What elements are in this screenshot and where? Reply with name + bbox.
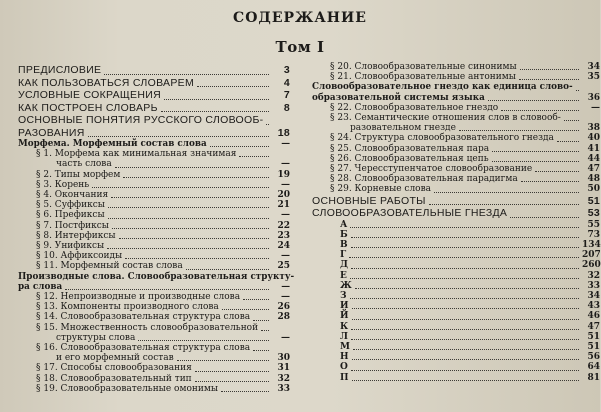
letter-label: Л bbox=[340, 331, 348, 342]
dot-leader bbox=[112, 227, 269, 229]
toc-entry bbox=[312, 207, 600, 220]
dot-leader bbox=[253, 349, 269, 351]
dot-leader bbox=[221, 390, 269, 392]
toc-entry bbox=[18, 114, 290, 127]
letter-label: О bbox=[340, 362, 348, 373]
dot-leader bbox=[350, 297, 580, 299]
toc-entry bbox=[312, 123, 600, 133]
dot-leader bbox=[243, 298, 269, 300]
page-number: 33 bbox=[587, 280, 600, 291]
toc-entry bbox=[312, 72, 600, 82]
dot-leader bbox=[355, 287, 579, 289]
dot-leader bbox=[351, 246, 579, 248]
toc-entry bbox=[18, 159, 290, 169]
dot-leader bbox=[535, 170, 579, 172]
toc-entry bbox=[18, 312, 290, 322]
letter-entry bbox=[312, 311, 600, 321]
toc-entry-title: § 25. Словообразовательная пара bbox=[330, 143, 490, 154]
toc-entry bbox=[18, 261, 290, 271]
toc-entry bbox=[312, 184, 600, 194]
page-number: 43 bbox=[587, 301, 600, 312]
volume-heading: Том I bbox=[275, 38, 325, 56]
letter-label: Н bbox=[340, 352, 349, 363]
toc-entry-title: ПРЕДИСЛОВИЕ bbox=[18, 64, 102, 76]
dot-leader bbox=[459, 129, 579, 131]
page-number: 35 bbox=[587, 72, 600, 83]
toc-entry bbox=[18, 282, 290, 292]
page-number: 55 bbox=[587, 219, 600, 230]
page-number: — bbox=[281, 159, 290, 170]
toc-entry-title: § 11. Морфемный состав слова bbox=[36, 261, 183, 272]
toc-entry bbox=[312, 164, 600, 174]
page-number: 33 bbox=[277, 383, 290, 394]
page-number: 40 bbox=[587, 133, 600, 144]
toc-entry-title: § 29. Корневые слова bbox=[330, 184, 432, 195]
page-number: 47 bbox=[587, 164, 600, 175]
toc-entry-title: § 21. Словообразовательные антонимы bbox=[330, 72, 516, 83]
toc-entry-title: § 2. Типы морфем bbox=[36, 169, 121, 180]
page-number: 73 bbox=[587, 229, 600, 240]
dot-leader bbox=[350, 226, 579, 228]
dot-leader bbox=[108, 206, 269, 208]
page-number: 32 bbox=[587, 270, 600, 281]
toc-entry-title: § 19. Словообразовательные омонимы bbox=[36, 383, 219, 394]
dot-leader bbox=[186, 268, 269, 270]
dot-leader bbox=[92, 186, 269, 188]
page-number: 19 bbox=[277, 169, 290, 180]
dot-leader bbox=[253, 319, 269, 321]
dot-leader bbox=[352, 358, 579, 360]
letter-entry bbox=[312, 230, 600, 240]
toc-entry-title: § 23. Семантические отношения слов в словооб- bbox=[330, 113, 561, 124]
toc-entry-title: § 28. Словообразовательная парадигма bbox=[330, 174, 518, 185]
page-number: 4 bbox=[283, 76, 290, 89]
page-number: 51 bbox=[587, 342, 600, 353]
dot-leader bbox=[239, 155, 269, 157]
dot-leader bbox=[492, 160, 579, 162]
page-number: 18 bbox=[277, 126, 290, 139]
toc-entry bbox=[18, 251, 290, 261]
letter-entry bbox=[312, 362, 600, 372]
letter-label: Е bbox=[340, 270, 347, 281]
dot-leader bbox=[349, 256, 579, 258]
toc-entry-title: СЛОВООБРАЗОВАТЕЛЬНЫЕ ГНЕЗДА bbox=[312, 207, 508, 220]
letter-label: М bbox=[340, 342, 350, 353]
page-number: 207 bbox=[582, 250, 601, 261]
page-number: 23 bbox=[277, 230, 290, 241]
toc-entry bbox=[312, 133, 600, 143]
letter-label: Б bbox=[340, 229, 348, 240]
letter-label: К bbox=[340, 321, 349, 332]
dot-leader bbox=[351, 328, 579, 330]
toc-entry-title: КАК ПОСТРОЕН СЛОВАРЬ bbox=[18, 101, 158, 114]
page-number: — bbox=[281, 292, 290, 303]
dot-leader bbox=[520, 68, 579, 70]
page-number: 20 bbox=[277, 190, 290, 201]
dot-leader bbox=[261, 329, 269, 331]
letter-label: Д bbox=[340, 260, 349, 271]
toc-entry-title: § 20. Словообразовательные синонимы bbox=[330, 62, 517, 72]
toc-right-entries bbox=[312, 62, 600, 220]
letter-label: Ж bbox=[340, 280, 352, 291]
page-number: 28 bbox=[277, 312, 290, 323]
toc-entry bbox=[312, 62, 600, 72]
toc-entry bbox=[18, 374, 290, 384]
toc-entry-title: § 4. Окончания bbox=[36, 190, 109, 201]
page-number: 32 bbox=[277, 373, 290, 384]
toc-entry bbox=[18, 231, 290, 241]
dot-leader bbox=[434, 191, 579, 193]
letter-entry bbox=[312, 332, 600, 342]
dot-leader bbox=[88, 135, 269, 137]
page-number: 30 bbox=[277, 353, 290, 364]
letter-entry bbox=[312, 322, 600, 332]
toc-entry bbox=[18, 139, 290, 149]
dot-leader bbox=[488, 99, 579, 101]
dot-leader bbox=[564, 119, 579, 121]
dot-leader bbox=[519, 78, 579, 80]
dot-leader bbox=[222, 308, 269, 310]
page-number: 51 bbox=[587, 331, 600, 342]
dot-leader bbox=[352, 379, 580, 381]
dot-leader bbox=[492, 150, 579, 152]
letter-label: И bbox=[340, 301, 349, 312]
letter-entry bbox=[312, 220, 600, 230]
toc-entry bbox=[18, 210, 290, 220]
page-number: — bbox=[591, 102, 600, 113]
dot-leader bbox=[104, 73, 269, 75]
dot-leader bbox=[353, 348, 579, 350]
page-number: 8 bbox=[283, 101, 290, 114]
toc-entry-title: § 13. Компоненты производного слова bbox=[36, 302, 219, 313]
page-number: — bbox=[281, 251, 290, 262]
letter-label: П bbox=[340, 372, 349, 383]
dot-leader bbox=[429, 203, 579, 205]
page-number: 50 bbox=[587, 184, 600, 195]
dot-leader bbox=[557, 140, 579, 142]
page-number: 44 bbox=[587, 153, 600, 164]
dot-leader bbox=[351, 236, 579, 238]
dot-leader bbox=[161, 110, 269, 112]
toc-entry-title: § 3. Корень bbox=[36, 179, 90, 190]
toc-entry bbox=[18, 343, 290, 353]
toc-entry bbox=[18, 200, 290, 210]
page-number: 3 bbox=[283, 64, 290, 76]
dot-leader bbox=[510, 216, 579, 218]
page-number: 34 bbox=[587, 62, 600, 72]
toc-entry-title: РАЗОВАНИЯ bbox=[18, 126, 85, 139]
letter-entry bbox=[312, 250, 600, 260]
dot-leader bbox=[115, 166, 269, 168]
letter-label: З bbox=[340, 291, 347, 302]
toc-entry-title: разовательном гнезде bbox=[350, 123, 456, 134]
page-number: — bbox=[281, 139, 290, 149]
toc-entry bbox=[312, 93, 600, 103]
toc-entry-title: § 24. Структура словообразовательного гнезда bbox=[330, 133, 554, 144]
dot-leader bbox=[177, 359, 269, 361]
toc-entry-title: § 10. Аффиксоиды bbox=[36, 251, 123, 262]
toc-entry-title: Словообразовательное гнездо как единица слово- bbox=[312, 82, 573, 93]
toc-title: СОДЕРЖАНИЕ bbox=[233, 10, 367, 26]
letter-label: А bbox=[340, 219, 348, 230]
dot-leader bbox=[108, 217, 269, 219]
toc-entry-title: § 16. Словообразовательная структура слова bbox=[36, 343, 251, 354]
dot-leader bbox=[125, 257, 269, 259]
dot-leader bbox=[65, 288, 269, 290]
toc-entry-title: § 14. Словообразовательная структура слова bbox=[36, 312, 251, 323]
toc-entry bbox=[18, 384, 290, 394]
toc-entry bbox=[18, 180, 290, 190]
letter-entry bbox=[312, 301, 600, 311]
toc-entry-title: образовательной системы языка bbox=[312, 92, 485, 103]
page-number: — bbox=[281, 281, 290, 292]
page-number: 26 bbox=[277, 302, 290, 313]
letter-label: Й bbox=[340, 311, 349, 322]
toc-entry bbox=[18, 221, 290, 231]
dot-leader bbox=[123, 176, 269, 178]
toc-left-column bbox=[18, 64, 295, 394]
page-number: 36 bbox=[587, 92, 600, 103]
page-number: 46 bbox=[587, 311, 600, 322]
page-number: 21 bbox=[277, 200, 290, 211]
toc-entry bbox=[18, 190, 290, 200]
page-number: 260 bbox=[582, 260, 601, 271]
dot-leader bbox=[576, 89, 579, 91]
toc-entry bbox=[18, 149, 290, 159]
page-number: 41 bbox=[587, 143, 600, 154]
dot-leader bbox=[111, 196, 269, 198]
toc-entry-title: структуры слова bbox=[56, 332, 136, 343]
toc-entry-title: часть слова bbox=[56, 159, 112, 170]
toc-entry bbox=[18, 271, 295, 282]
toc-entry bbox=[18, 170, 290, 180]
page-number: 51 bbox=[587, 194, 600, 207]
toc-entry-title: Морфема. Морфемный состав слова bbox=[18, 139, 207, 149]
toc-entry bbox=[312, 195, 600, 208]
toc-entry-title: ОСНОВНЫЕ РАБОТЫ bbox=[312, 194, 426, 207]
toc-entry-title: § 18. Словообразовательный тип bbox=[36, 373, 192, 384]
page-number: 81 bbox=[587, 372, 600, 383]
dot-leader bbox=[352, 307, 579, 309]
dot-leader bbox=[350, 277, 579, 279]
page-number: 25 bbox=[277, 261, 290, 272]
dot-leader bbox=[501, 109, 579, 111]
toc-entry-title: КАК ПОЛЬЗОВАТЬСЯ СЛОВАРЕМ bbox=[18, 76, 195, 89]
toc-entry-title: § 9. Унификсы bbox=[36, 241, 105, 252]
page-number: 38 bbox=[587, 123, 600, 134]
letter-entry bbox=[312, 281, 600, 291]
page-number: — bbox=[281, 179, 290, 190]
dot-leader bbox=[351, 267, 579, 269]
toc-entry bbox=[312, 82, 600, 92]
toc-entry bbox=[18, 102, 290, 115]
toc-entry-title: § 5. Суффиксы bbox=[36, 200, 105, 211]
dot-leader bbox=[521, 180, 579, 182]
toc-entry-title: § 27. Чересступенчатое словообразование bbox=[330, 164, 533, 175]
letter-label: Г bbox=[340, 250, 347, 261]
toc-entry-title: § 26. Словообразовательная цепь bbox=[330, 153, 489, 164]
toc-entry bbox=[312, 144, 600, 154]
letter-entry bbox=[312, 352, 600, 362]
toc-entry-title: § 7. Постфиксы bbox=[36, 220, 109, 231]
letter-label: В bbox=[340, 240, 348, 251]
dot-leader bbox=[351, 369, 579, 371]
page-number: — bbox=[281, 332, 290, 343]
toc-entry bbox=[312, 113, 600, 123]
toc-entry bbox=[18, 363, 290, 373]
toc-entry-title: УСЛОВНЫЕ СОКРАЩЕНИЯ bbox=[18, 89, 161, 101]
letter-entry bbox=[312, 373, 600, 383]
toc-entry-title: § 6. Префиксы bbox=[36, 210, 105, 221]
letter-entry bbox=[312, 271, 600, 281]
toc-entry-title: § 8. Интерфиксы bbox=[36, 230, 116, 241]
toc-entry-title: § 15. Множественность словообразовательной bbox=[36, 322, 259, 333]
toc-entry bbox=[18, 64, 290, 77]
letter-entry bbox=[312, 291, 600, 301]
toc-entry bbox=[18, 241, 290, 251]
dot-leader bbox=[195, 370, 269, 372]
dot-leader bbox=[352, 318, 579, 320]
dot-leader bbox=[107, 247, 269, 249]
toc-entry bbox=[18, 89, 290, 102]
dot-leader bbox=[138, 339, 269, 341]
page-number: 47 bbox=[587, 321, 600, 332]
toc-entry-title: § 1. Морфема как минимальная значимая bbox=[36, 149, 237, 160]
page-number: 7 bbox=[283, 89, 290, 101]
letter-entry bbox=[312, 240, 600, 250]
toc-entry bbox=[18, 353, 290, 363]
toc-entry-title: Производные слова. Словообразовательная структу- bbox=[18, 271, 295, 282]
page-number: 48 bbox=[587, 174, 600, 185]
alphabet-index bbox=[312, 220, 600, 383]
toc-entry bbox=[18, 292, 290, 302]
page-number: — bbox=[281, 210, 290, 221]
dot-leader bbox=[266, 123, 269, 125]
toc-entry bbox=[18, 333, 290, 343]
toc-entry-title: § 22. Словообразовательное гнездо bbox=[330, 102, 499, 113]
page-number: 24 bbox=[277, 241, 290, 252]
toc-entry-title: и его морфемный состав bbox=[56, 353, 174, 364]
toc-entry bbox=[312, 154, 600, 164]
dot-leader bbox=[351, 338, 579, 340]
toc-entry bbox=[312, 103, 600, 113]
page-number: 22 bbox=[277, 220, 290, 231]
page-number: 64 bbox=[587, 362, 600, 373]
toc-entry-title: § 12. Непроизводные и производные слова bbox=[36, 292, 241, 303]
toc-entry bbox=[312, 174, 600, 184]
toc-right-column bbox=[312, 62, 600, 383]
dot-leader bbox=[195, 380, 269, 382]
toc-entry-title: ОСНОВНЫЕ ПОНЯТИЯ РУССКОГО СЛОВООБ- bbox=[18, 114, 264, 126]
toc-entry bbox=[18, 302, 290, 312]
letter-entry bbox=[312, 260, 600, 270]
page-number: 56 bbox=[587, 352, 600, 363]
dot-leader bbox=[197, 85, 269, 87]
dot-leader bbox=[164, 98, 269, 100]
page-number: 134 bbox=[582, 240, 601, 251]
toc-entry-title: ра слова bbox=[18, 281, 63, 292]
toc-entry bbox=[18, 127, 290, 140]
page-number: 31 bbox=[277, 363, 290, 374]
toc-entry bbox=[18, 77, 290, 90]
dot-leader bbox=[210, 145, 269, 147]
page-number: 34 bbox=[587, 291, 600, 302]
page-number: 53 bbox=[587, 207, 600, 220]
dot-leader bbox=[119, 237, 269, 239]
toc-entry-title: § 17. Способы словообразования bbox=[36, 363, 192, 374]
toc-entry bbox=[18, 323, 290, 333]
letter-entry bbox=[312, 342, 600, 352]
